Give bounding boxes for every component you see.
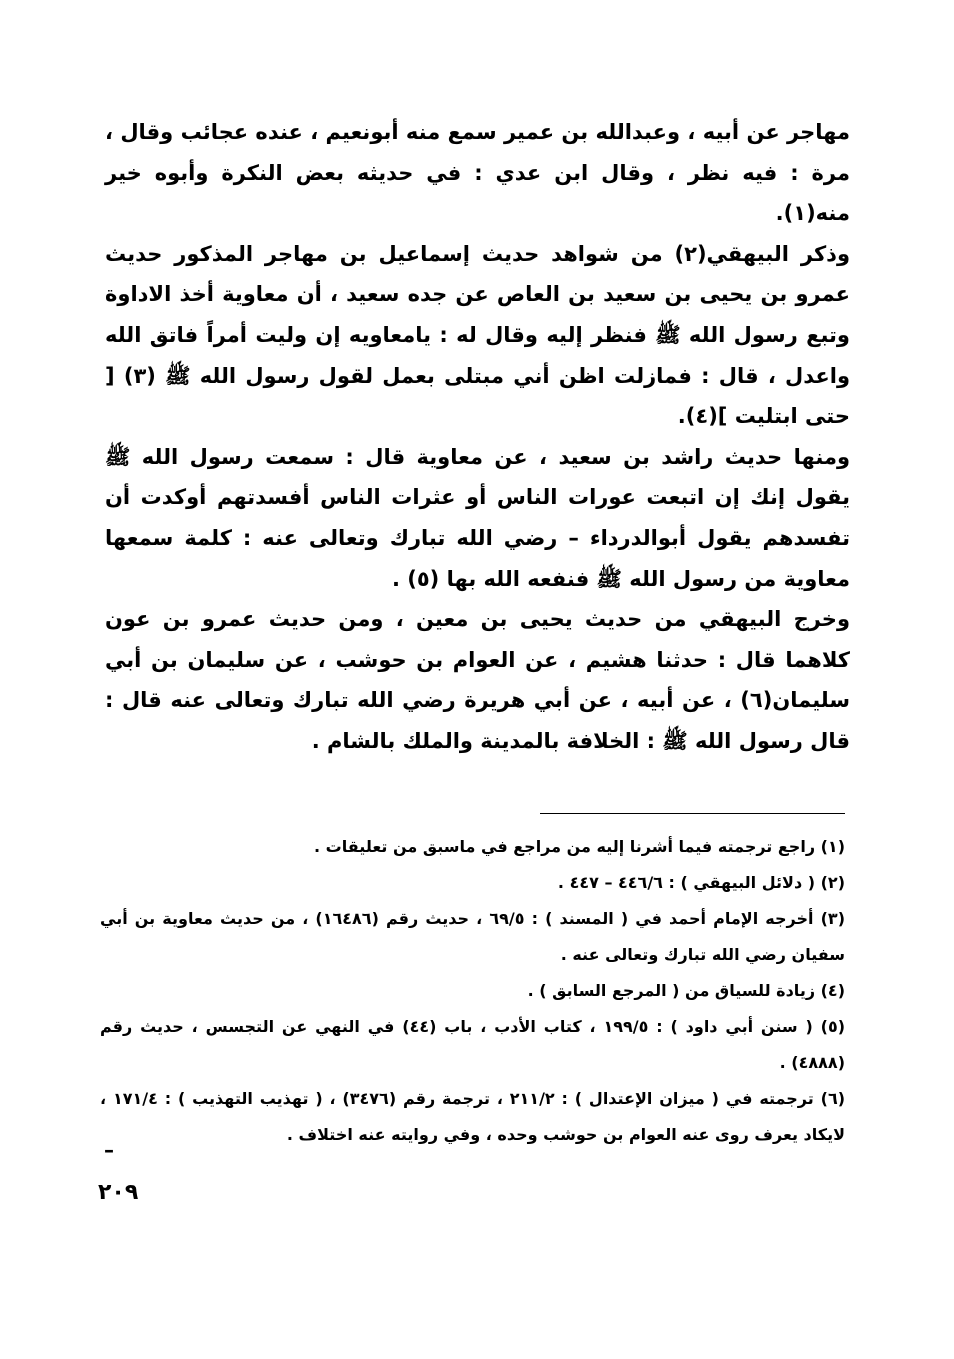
main-text (105, 112, 850, 762)
footnote-4: (٤) زيادة للسياق من ( المرجع السابق ) . (527, 981, 845, 1000)
page-number: ٢٠٩ (98, 1180, 139, 1205)
footnote-6: (٦) ترجمته في ( ميزان الإعتدال ) : ٢١١/٢ ، ترجمة رقم (٣٤٧٦) ، ( تهذيب التهذيب ) : ١٧١/٤ ، لايكاد يعرف روى عنه العوام بن حوشب وحده ، وفي روايته عنه اختلاف . (100, 1089, 846, 1144)
footnote-5: (٥) ( سنن أبي داود ) : ١٩٩/٥ ، كتاب الأدب ، باب (٤٤) في النهي عن التجسس ، حديث رقم (٤٨٨٨) . (100, 1017, 846, 1072)
paragraph-1: مهاجر عن أبيه ، وعبدالله بن عمير سمع منه أبونعيم ، عنده عجائب وقال ، مرة : فيه نظر ، وقال ابن عدي : في حديثه بعض النكرة وأبوه خير منه(١). (105, 120, 850, 226)
paragraph-4: وخرج البيهقي من حديث يحيى بن معين ، ومن حديث عمرو بن عون كلاهما قال : حدثنا هشيم ، عن العوام بن حوشب ، عن سليمان بن أبي سليمان(٦) ، عن أبيه ، عن أبي هريرة رضي الله تبارك وتعالى عنه قال : قال رسول الله ﷺ : الخلافة بالمدينة والملك بالشام . (105, 607, 850, 753)
paragraph-2: وذكر البيهقي(٢) من شواهد حديث إسماعيل بن مهاجر المذكور حديث عمرو بن يحيى بن سعيد بن العاص عن جده سعيد ، أن معاوية أخذ الاداوة وتبع رسول الله ﷺ فنظر إليه وقال له : يامعاويه إن وليت أمراً فاتق الله واعدل ، قال : فمازلت اظن أني مبتلى بعمل لقول رسول الله ﷺ (٣) [ حتى ابتليت ](٤). (105, 241, 851, 429)
continuation-dash: – (104, 1138, 114, 1162)
footnote-divider (540, 813, 845, 814)
footnotes (100, 829, 845, 1153)
footnote-2: (٢) ( دلائل البيهقي ) : ٤٤٦/٦ – ٤٤٧ . (557, 873, 845, 892)
footnote-3: (٣) أخرجه الإمام أحمد في ( المسند ) : ٦٩/٥ ، حديث رقم (١٦٤٨٦) ، من حديث معاوية بن أبي سفيان رضي الله تبارك وتعالى عنه . (100, 909, 845, 964)
paragraph-3: ومنها حديث راشد بن سعيد ، عن معاوية قال : سمعت رسول الله ﷺ يقول إنك إن اتبعت عورات الناس أو عثرات الناس أفسدتهم أوكدت أن تفسدهم يقول أبوالدرداء – رضي الله تبارك وتعالى عنه : كلمة سمعها معاوية من رسول الله ﷺ فنفعه الله بها (٥) . (105, 444, 850, 591)
footnote-1: (١) راجع ترجمته فيما أشرنا إليه من مراجع في ماسبق من تعليقات . (314, 837, 845, 856)
